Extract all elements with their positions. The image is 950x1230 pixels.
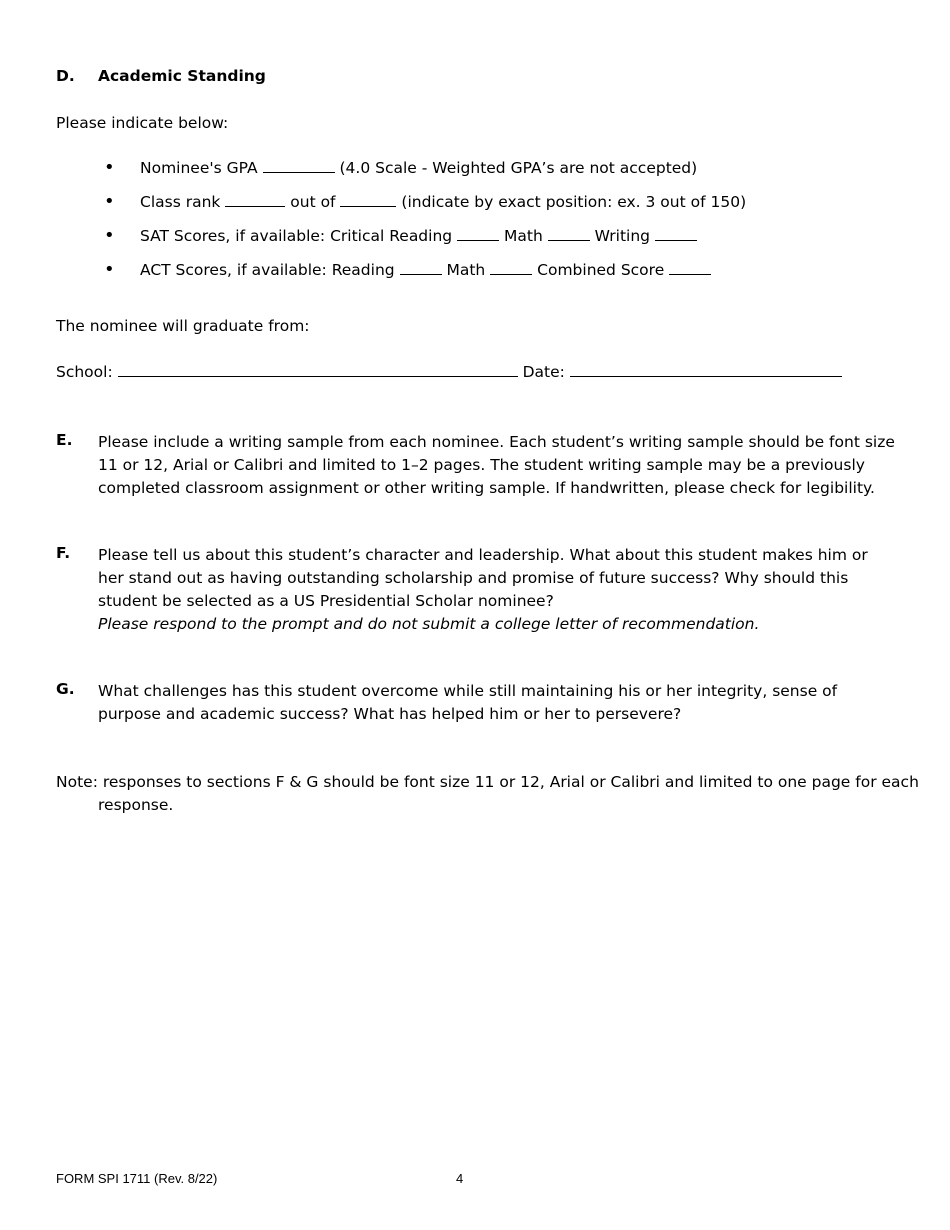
section-g-text: What challenges has this student overcome while still maintaining his or her integrity, sense of purpose and academic success? What has helped him or her to persevere? (98, 682, 838, 723)
bullet-icon: • (104, 225, 115, 246)
act-combined-label: Combined Score (537, 261, 665, 279)
act-reading-field[interactable] (400, 260, 442, 275)
act-label: ACT Scores, if available: Reading (140, 261, 395, 279)
gpa-note: (4.0 Scale - Weighted GPA’s are not accepted) (339, 159, 698, 177)
section-d-letter: D. (56, 67, 75, 85)
note-paragraph (56, 771, 940, 817)
sat-math-field[interactable] (548, 226, 590, 241)
sat-label: SAT Scores, if available: Critical Reading (140, 227, 453, 245)
school-date-row (56, 362, 842, 381)
footer-form-id: FORM SPI 1711 (Rev. 8/22) (56, 1171, 218, 1186)
school-label: School: (56, 363, 113, 381)
gpa-field[interactable] (263, 158, 335, 173)
section-f-text: Please tell us about this student’s character and leadership. What about this student makes him or her stand out as having outstanding scholarship and promise of future success? Why should this student be selected as a US Presidential Scholar nominee? (98, 546, 868, 610)
sat-reading-field[interactable] (457, 226, 499, 241)
act-combined-field[interactable] (669, 260, 711, 275)
note-label: Note: (56, 773, 98, 791)
rank-label: Class rank (140, 193, 221, 211)
page-number: 4 (456, 1171, 464, 1186)
graduate-text: The nominee will graduate from: (56, 317, 310, 335)
section-e-text: Please include a writing sample from each nominee. Each student’s writing sample should be font size 11 or 12, Arial or Calibri and limited to 1–2 pages. The student writing sample may be a previously completed classroom assignment or other writing sample. If handwritten, please check for legibility. (98, 433, 895, 497)
bullet-icon: • (104, 191, 115, 212)
section-f-letter: F. (56, 544, 71, 562)
section-f-italic-note: Please respond to the prompt and do not submit a college letter of recommendation. (98, 615, 760, 633)
sat-writing-label: Writing (594, 227, 651, 245)
rank-position-field[interactable] (225, 192, 285, 207)
rank-note: (indicate by exact position: ex. 3 out of 150) (401, 193, 747, 211)
school-field[interactable] (118, 362, 518, 377)
section-d-title: Academic Standing (98, 67, 266, 85)
rank-total-field[interactable] (340, 192, 396, 207)
bullet-icon: • (104, 259, 115, 280)
bullet-icon: • (104, 157, 115, 178)
section-e-letter: E. (56, 431, 73, 449)
sat-writing-field[interactable] (655, 226, 697, 241)
date-label: Date: (522, 363, 565, 381)
act-math-field[interactable] (490, 260, 532, 275)
section-d-intro: Please indicate below: (56, 114, 229, 132)
section-f-body (98, 544, 898, 636)
note-text: responses to sections F & G should be font size 11 or 12, Arial or Calibri and limited to one page for each response. (98, 773, 919, 814)
section-g-letter: G. (56, 680, 75, 698)
date-field[interactable] (570, 362, 842, 377)
sat-math-label: Math (504, 227, 543, 245)
gpa-label: Nominee's GPA (140, 159, 258, 177)
rank-mid: out of (290, 193, 336, 211)
act-math-label: Math (446, 261, 486, 279)
